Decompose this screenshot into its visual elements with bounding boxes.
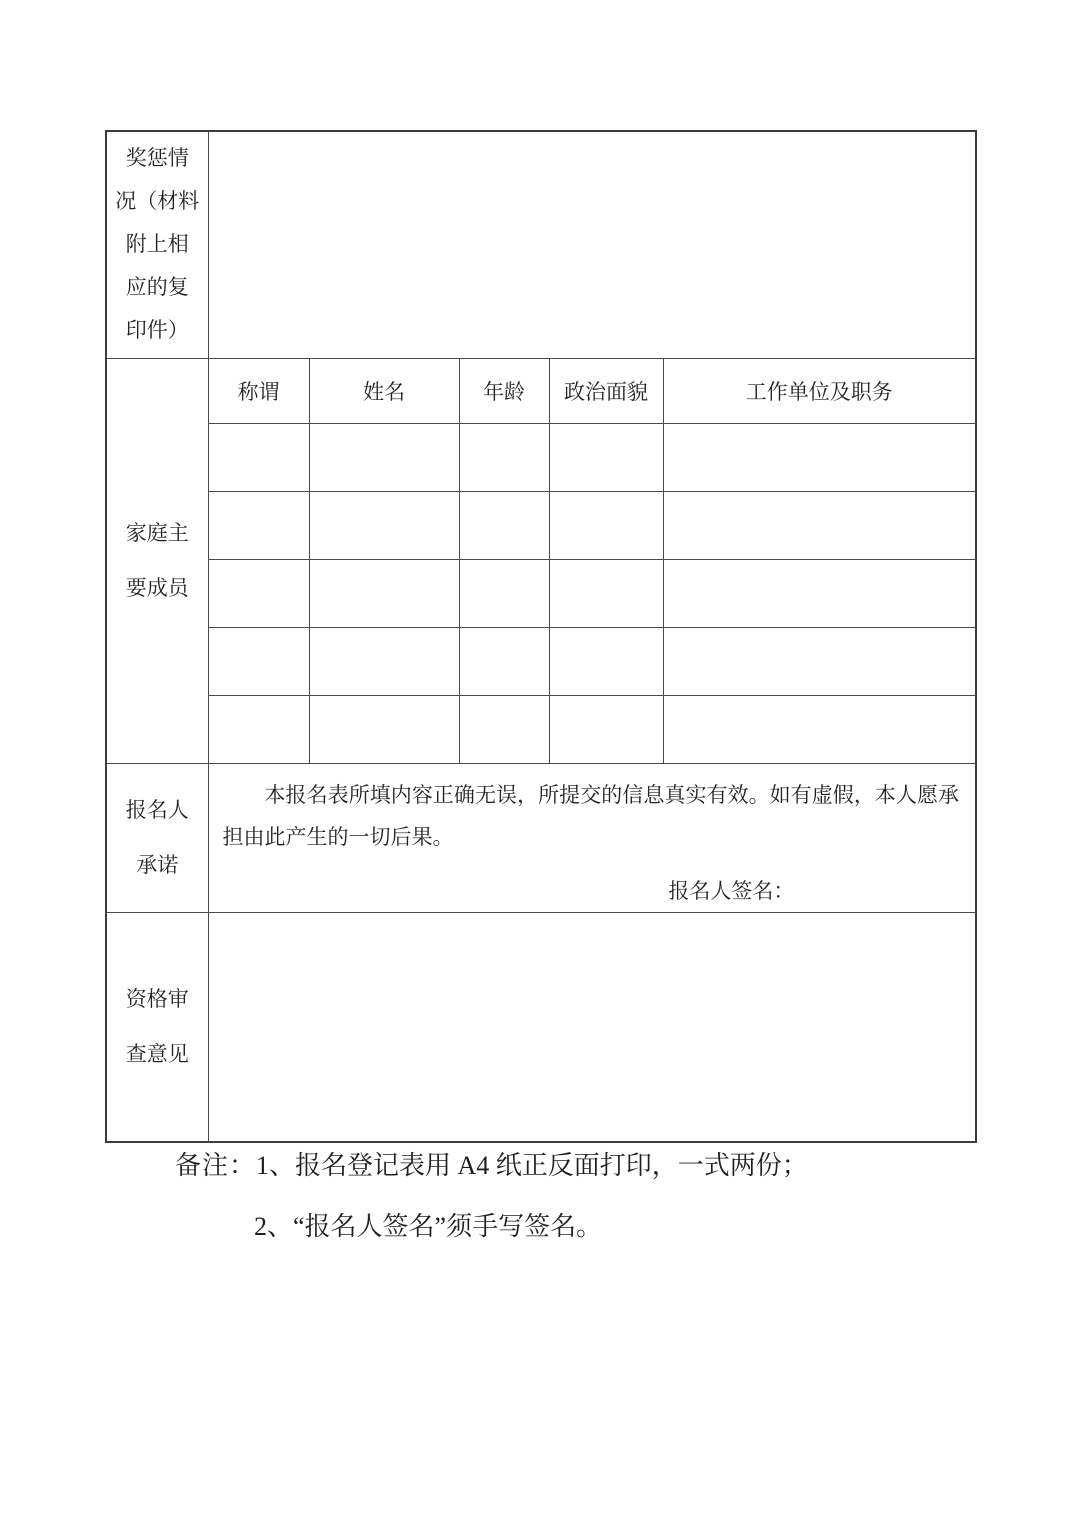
family-cell-political-status <box>549 491 663 559</box>
family-cell-age <box>459 491 549 559</box>
family-cell-name <box>309 695 459 763</box>
registration-form-table <box>105 130 977 1143</box>
family-cell-relation <box>208 491 309 559</box>
family-cell-political-status <box>549 627 663 695</box>
family-cell-workunit-position <box>663 423 976 491</box>
family-member-row <box>106 559 976 627</box>
pledge-label-line: 报名人 <box>125 797 189 822</box>
family-cell-political-status <box>549 695 663 763</box>
pledge-label-line: 承诺 <box>136 852 179 877</box>
note-line-1 <box>175 1148 808 1184</box>
note-line-2 <box>175 1209 808 1245</box>
family-cell-political-status <box>549 423 663 491</box>
note-item-2: 2、“报名人签名”须手写签名。 <box>254 1212 603 1241</box>
family-label-line: 要成员 <box>125 575 189 600</box>
pledge-label-cell <box>106 763 208 912</box>
family-cell-age <box>459 423 549 491</box>
review-label <box>107 972 208 1081</box>
family-member-row <box>106 423 976 491</box>
family-member-row <box>106 627 976 695</box>
rewards-label-line: 应的复 <box>125 275 189 300</box>
family-label-line: 家庭主 <box>125 520 189 545</box>
rewards-label-line: 附上相 <box>125 232 189 257</box>
pledge-content-cell <box>208 763 976 912</box>
pledge-text: 本报名表所填内容正确无误，所提交的信息真实有效。如有虚假，本人愿承担由此产生的一切后果。 <box>222 782 960 849</box>
rewards-label-line: 奖惩情 <box>125 146 189 171</box>
footnotes <box>175 1148 808 1270</box>
family-header-row <box>106 358 976 423</box>
family-cell-name <box>309 491 459 559</box>
family-cell-age <box>459 559 549 627</box>
family-cell-workunit-position <box>663 695 976 763</box>
review-value-cell <box>208 912 976 1142</box>
family-cell-name <box>309 627 459 695</box>
family-member-row <box>106 491 976 559</box>
rewards-label <box>107 137 208 352</box>
family-cell-political-status <box>549 559 663 627</box>
rewards-row <box>106 131 976 358</box>
family-col-header-relation: 称谓 <box>208 358 309 423</box>
note-item-1: 1、报名登记表用 A4 纸正反面打印，一式两份； <box>256 1151 808 1180</box>
family-col-header-name: 姓名 <box>309 358 459 423</box>
review-label-line: 资格审 <box>125 987 189 1012</box>
rewards-value-cell <box>208 131 976 358</box>
pledge-row <box>106 763 976 912</box>
family-cell-name <box>309 423 459 491</box>
family-col-header-age: 年龄 <box>459 358 549 423</box>
family-cell-workunit-position <box>663 491 976 559</box>
family-cell-relation <box>208 559 309 627</box>
review-label-line: 查意见 <box>125 1041 189 1066</box>
family-cell-workunit-position <box>663 559 976 627</box>
family-label <box>107 506 208 615</box>
family-col-header-political-status: 政治面貌 <box>549 358 663 423</box>
review-row <box>106 912 976 1142</box>
family-cell-relation <box>208 423 309 491</box>
rewards-label-line: 况（材料 <box>115 189 200 214</box>
family-cell-name <box>309 559 459 627</box>
family-cell-relation <box>208 695 309 763</box>
rewards-label-cell <box>106 131 208 358</box>
family-label-cell <box>106 358 208 763</box>
review-label-cell <box>106 912 208 1142</box>
family-member-row <box>106 695 976 763</box>
applicant-signature-label: 报名人签名： <box>668 878 795 903</box>
pledge-label <box>107 783 208 892</box>
family-cell-age <box>459 627 549 695</box>
family-cell-relation <box>208 627 309 695</box>
note-prefix: 备注： <box>175 1151 257 1180</box>
family-col-header-workunit-position: 工作单位及职务 <box>663 358 976 423</box>
family-cell-workunit-position <box>663 627 976 695</box>
rewards-label-line: 印件） <box>125 318 189 343</box>
family-cell-age <box>459 695 549 763</box>
